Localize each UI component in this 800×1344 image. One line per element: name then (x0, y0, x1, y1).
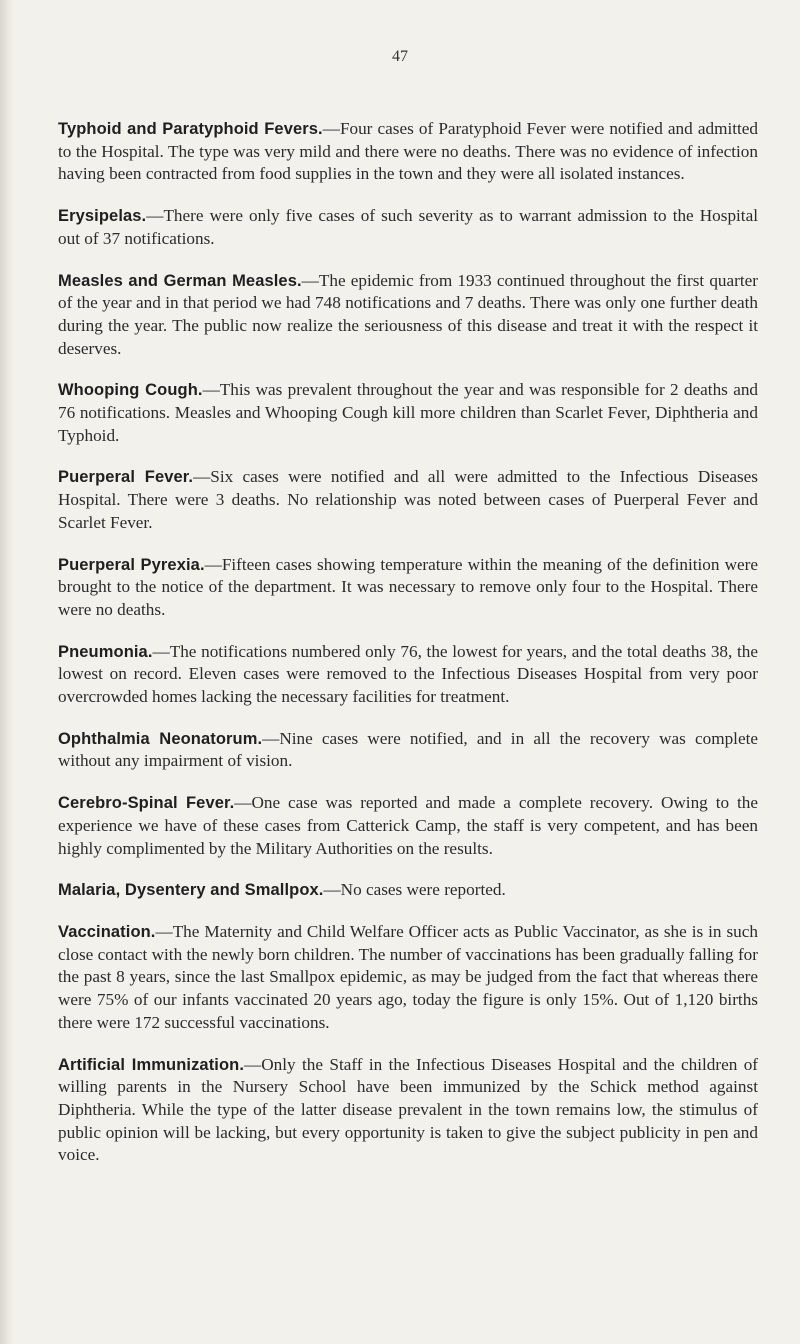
section-vaccination (58, 921, 758, 1035)
page-number: 47 (392, 48, 408, 65)
section-measles (58, 270, 758, 361)
section-heading: Puerperal Pyrexia. (58, 555, 205, 574)
section-text: —Four cases of Paratyphoid Fever were notified and admitted to the Hospital. The type was very mild and there were no deaths. There was no evidence of infection having been contracted from food supplies in the town and they were all isolated instances. (58, 119, 758, 184)
section-heading: Measles and German Measles. (58, 271, 302, 290)
section-heading: Typhoid and Paratyphoid Fevers. (58, 120, 323, 138)
section-text: —Nine cases were notified, and in all the recovery was complete without any impairment of vision. (58, 728, 758, 771)
report-body (58, 118, 758, 1186)
section-text: —No cases were reported. (323, 880, 506, 900)
section-text: —The Maternity and Child Welfare Officer acts as Public Vaccinator, as she is in such close contact with the newly born children. The number of vaccinations has been gradually falling for the past 8 years, since the last Smallpox epidemic, as may be judged from the fact that whereas there were 75% of our infants vaccinated 20 years ago, today the figure is only 15%. Out of 1,120 births there were 172 successful vaccinations. (58, 921, 758, 1032)
section-immunization (58, 1054, 758, 1168)
section-heading: Ophthalmia Neonatorum. (58, 729, 263, 748)
section-heading: Artificial Immunization. (58, 1055, 245, 1074)
section-whooping-cough (58, 379, 758, 447)
section-heading: Pneumonia. (58, 642, 153, 661)
section-malaria (58, 879, 758, 902)
section-heading: Erysipelas. (58, 207, 147, 226)
section-cerebro-spinal (58, 792, 758, 860)
section-text: —Fifteen cases showing temperature within the meaning of the definition were brought to the notice of the department. It was necessary to remove only four to the Hospital. There were no deaths. (58, 554, 758, 619)
section-puerperal-pyrexia (58, 554, 758, 622)
page-edge-shadow (0, 0, 14, 1344)
section-heading: Whooping Cough. (58, 381, 203, 400)
section-text: —This was prevalent throughout the year and was responsible for 2 deaths and 76 notifications. Measles and Whooping Cough kill more children than Scarlet Fever, Diphtheria and Typhoid. (58, 380, 759, 445)
section-heading: Malaria, Dysentery and Smallpox. (58, 881, 324, 900)
section-text: —One case was reported and made a complete recovery. Owing to the experience we have of these cases from Catterick Camp, the staff is very competent, and has been highly complimented by the Military Authorities on the results. (58, 793, 758, 858)
section-puerperal-fever (58, 466, 758, 534)
section-typhoid (58, 118, 758, 186)
section-text: —The epidemic from 1933 continued throughout the first quarter of the year and in that period we had 748 notifications and 7 deaths. There was only one further death during the year. The public now realize the seriousness of this disease and treat it with the respect it deserves. (58, 270, 758, 358)
section-erysipelas (58, 205, 758, 250)
section-text: —Only the Staff in the Infectious Diseases Hospital and the children of willing parents in the Nursery School have been immunized by the Schick method against Diphtheria. While the type of the latter disease prevalent in the town remains low, the stimulus of public opinion will be lacking, but every opportunity is taken to give the subject publicity in pen and voice. (58, 1054, 759, 1165)
section-pneumonia (58, 641, 758, 709)
section-heading: Puerperal Fever. (58, 468, 194, 487)
section-text: —The notifications numbered only 76, the lowest for years, and the total deaths 38, the lowest on record. Eleven cases were removed to the Infectious Diseases Hospital from very poor overcrowded homes lacking the necessary facilities for treatment. (58, 641, 758, 707)
section-heading: Cerebro-Spinal Fever. (58, 794, 235, 813)
section-ophthalmia (58, 728, 758, 773)
section-heading: Vaccination. (58, 922, 156, 941)
section-text: —There were only five cases of such severity as to warrant admission to the Hospital out of 37 notifications. (58, 206, 758, 248)
section-text: —Six cases were notified and all were admitted to the Infectious Diseases Hospital. There were 3 deaths. No relationship was noted between cases of Puerperal Fever and Scarlet Fever. (58, 467, 758, 532)
